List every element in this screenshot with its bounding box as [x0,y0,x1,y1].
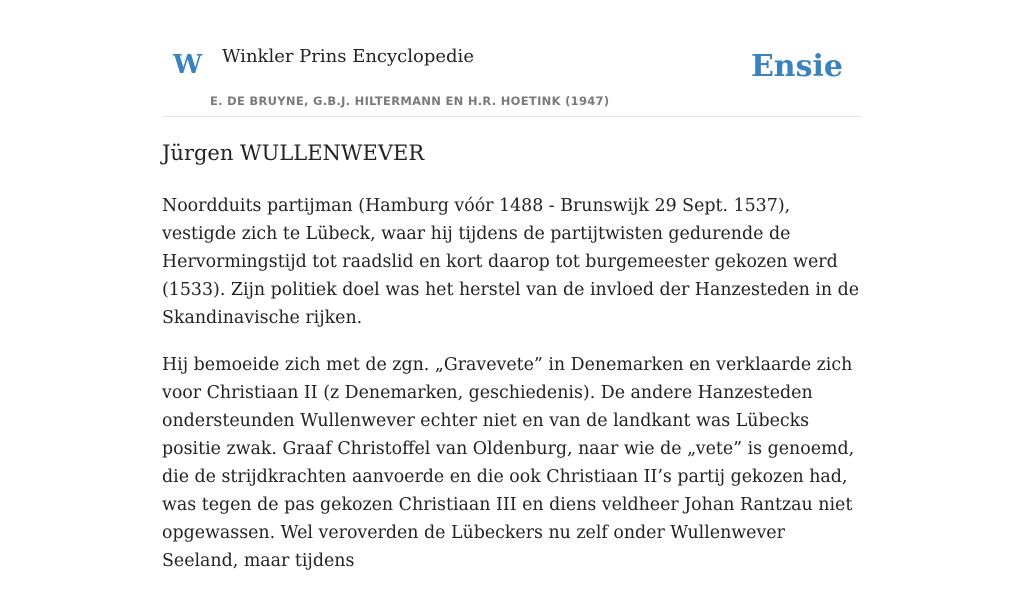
article-title: Jürgen WULLENWEVER [162,141,425,165]
winkler-prins-logo[interactable]: W [173,50,203,80]
site-header [162,0,862,117]
article-paragraph: Noordduits partijman (Hamburg vóór 1488 - Brunswijk 29 Sept. 1537), vestigde zich te Lübeck, waar hij tijdens de partijtwisten gedurende de Hervormingstijd tot raadslid en kort daarop tot burgemeester gekozen werd (1533). Zijn politiek doel was het herstel van de invloed der Hanzesteden in de Skandinavische rijken. [162,196,860,328]
article-paragraph: Hij bemoeide zich met de zgn. „Gravevete” in Denemarken en verklaarde zich voor Christiaan II (z Denemarken, geschiedenis). De andere Hanzesteden ondersteunden Wullenwever echter niet en van de landkant was Lübecks positie zwak. Graaf Christoffel van Oldenburg, naar wie de „vete” is genoemd, die de strijdkrachten aanvoerde en die ook Christiaan II’s partij gekozen had, was tegen de pas gekozen Christiaan III en diens veldheer Johan Rantzau niet opgewassen. Wel veroverden de Lübeckers nu zelf onder Wullenwever Seeland, maar tijdens [162,355,855,571]
encyclopedia-title[interactable]: Winkler Prins Encyclopedie [222,46,474,67]
encyclopedia-authors: E. DE BRUYNE, G.B.J. HILTERMANN EN H.R. HOETINK (1947) [210,94,610,108]
ensie-logo-link[interactable]: Ensie [750,49,843,84]
article-body [162,192,862,594]
